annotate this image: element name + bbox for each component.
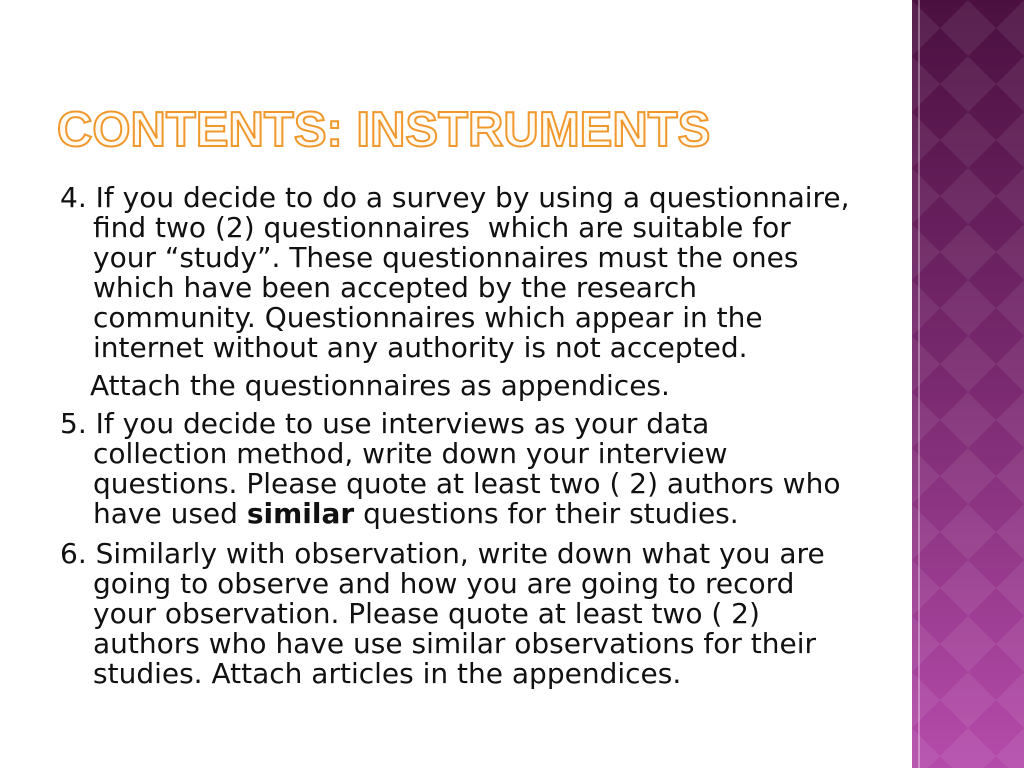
item-5-line: 5. If you decide to use interviews as your data — [60, 407, 710, 440]
item-4-line: community. Questionnaires which appear in the — [93, 301, 763, 334]
item-6-line: 6. Similarly with observation, write down what you are — [60, 537, 825, 570]
slide-title: CONTENTS: INSTRUMENTS — [57, 103, 711, 157]
item-6-line: authors who have use similar observations for their — [93, 627, 816, 660]
list-item-5 — [60, 409, 905, 529]
item-4-line: find two (2) questionnaires which are suitable for — [93, 211, 791, 244]
item-6-line: your observation. Please quote at least two ( 2) — [93, 597, 760, 630]
attach-note-line: Attach the questionnaires as appendices. — [90, 369, 670, 402]
item-5-line: collection method, write down your interview — [93, 437, 728, 470]
item-6-line: studies. Attach articles in the appendices. — [93, 657, 682, 690]
item-4-line: your “study”. These questionnaires must the ones — [93, 241, 799, 274]
item-4-line: which have been accepted by the research — [93, 271, 697, 304]
item-5-line — [60, 499, 905, 529]
side-bar-divider — [918, 0, 920, 768]
list-item-6 — [60, 539, 905, 689]
list-item-4 — [60, 183, 905, 363]
item-5-text: questions for their studies. — [354, 497, 739, 530]
item-6-line: going to observe and how you are going to record — [93, 567, 795, 600]
item-5-line: questions. Please quote at least two ( 2) authors who — [93, 467, 841, 500]
item-4-line: 4. If you decide to do a survey by using a questionnaire, — [60, 181, 850, 214]
decorative-side-bar — [912, 0, 1024, 768]
emphasis-similar: similar — [246, 497, 355, 530]
item-5-text: have used — [93, 497, 247, 530]
attach-note — [60, 371, 905, 401]
item-4-line: internet without any authority is not accepted. — [93, 331, 748, 364]
slide-body — [60, 183, 905, 689]
